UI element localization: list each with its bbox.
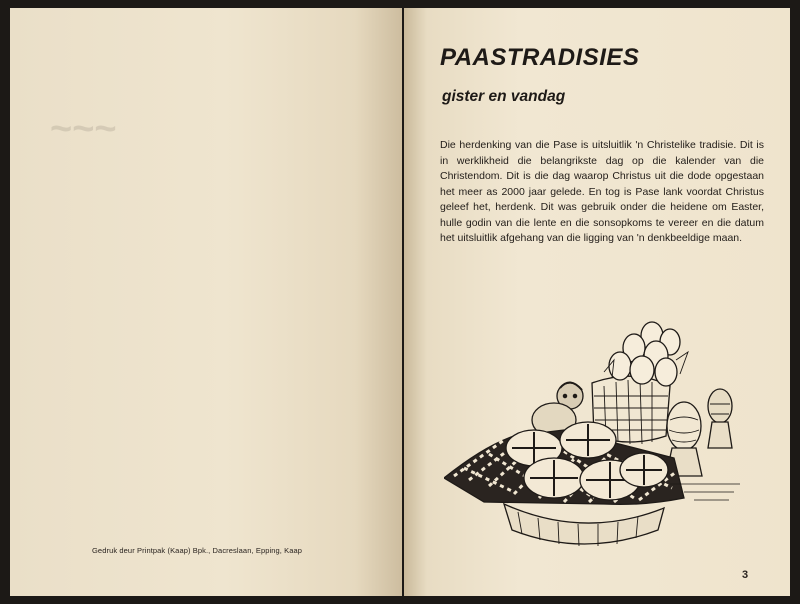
show-through-text: ~~~ [50,108,117,150]
printer-imprint: Gedruk deur Printpak (Kaap) Bpk., Dacreslaan, Epping, Kaap [92,546,303,555]
left-page [10,8,402,596]
body-paragraph: Die herdenking van die Pase is uitsluitlik 'n Christelike tradisie. Dit is in werklikheid die belangrikste dag op die kalender van die Christendom. Dit is die dag waarop Christus uit die dode opgestaan het meer as 2000 jaar gelede. En tog is Pase lank voordat Christus geleef het, herdenk. Dit was gebruik onder die heidene om Easter, hulle godin van die lente en die sonsopkoms te vereer en die datum het uitsluitlik afgehang van die ligging van 'n denkbeeldige maan. [440,139,764,244]
page-subtitle: gister en vandag [442,88,566,105]
right-page [404,8,790,596]
page-title: PAASTRADISIES [440,44,640,71]
easter-basket-illustration [444,308,744,553]
page-number: 3 [742,569,749,581]
